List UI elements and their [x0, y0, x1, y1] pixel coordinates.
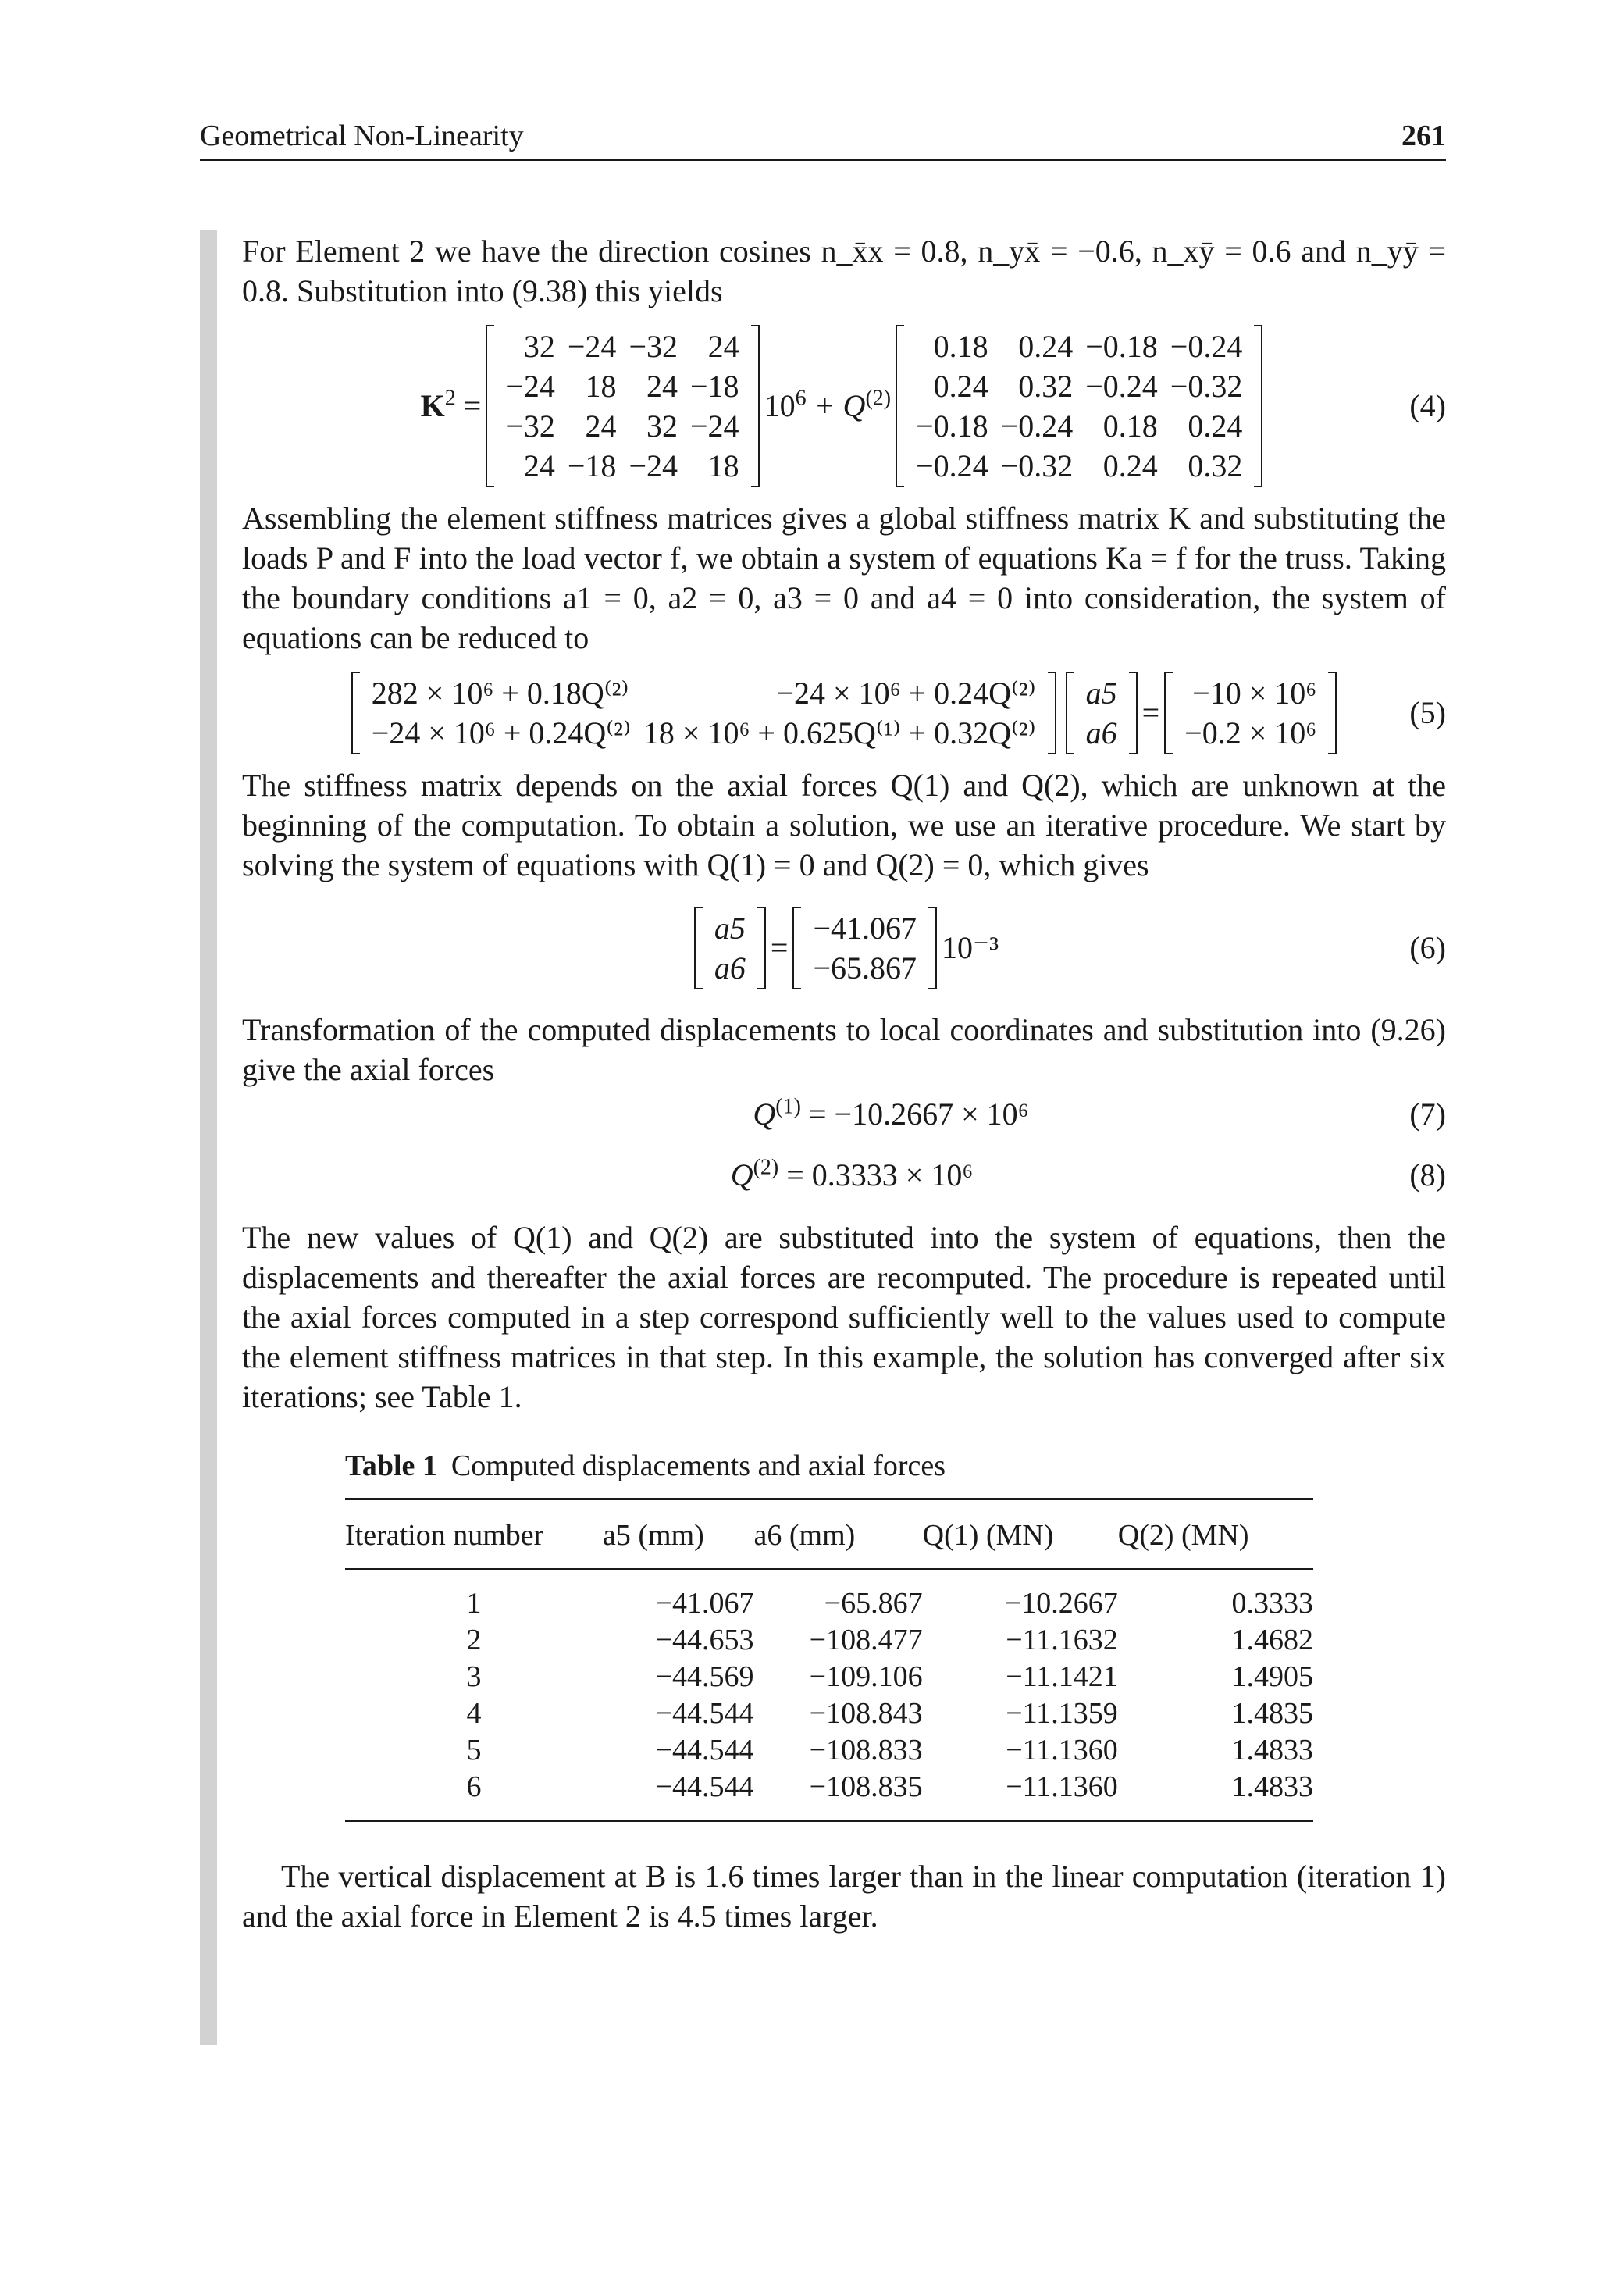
table-cell: −11.1360: [1006, 1734, 1118, 1767]
table-cell: 6: [466, 1770, 482, 1803]
equation-7: $Q^{(1)} = -10.2667 \times 10^6$ (7): [753, 1094, 1446, 1132]
matrix-b-cell: 0.24: [1018, 329, 1074, 364]
matrix-a-cell: −32: [629, 329, 678, 364]
table-row: [345, 1659, 1313, 1695]
unknown-vector: a5 a6: [1066, 672, 1138, 754]
matrix-b-cell: 0.18: [933, 329, 988, 364]
table-cell: −108.835: [809, 1770, 923, 1803]
matrix-a-cell: 18: [707, 448, 739, 483]
matrix-a: [486, 325, 759, 487]
matrix-a-cell: 24: [523, 448, 555, 483]
table-cell: −108.477: [809, 1624, 923, 1656]
column-header: a6 (mm): [754, 1499, 923, 1570]
matrix-b-cell: 0.24: [1102, 448, 1158, 483]
equation-number-5: (5): [1409, 695, 1446, 730]
table-cell: −11.1360: [1006, 1770, 1118, 1803]
table-row: [345, 1569, 1313, 1622]
table-cell: −65.867: [824, 1587, 923, 1620]
table-cell: −41.067: [655, 1587, 754, 1620]
matrix-a-cell: 32: [646, 408, 678, 444]
matrix-a-cell: −24: [506, 369, 555, 404]
matrix-b: [896, 325, 1262, 487]
matrix-a-cell: −32: [506, 408, 555, 444]
equation-number-4: (4): [1409, 388, 1446, 423]
matrix-a-cell: −18: [567, 448, 617, 483]
page-body: [242, 231, 1446, 1936]
table-1: [345, 1446, 1313, 1822]
table-cell: −10.2667: [1004, 1587, 1118, 1620]
matrix-a-cell: 24: [585, 408, 617, 444]
table-row: [345, 1695, 1313, 1732]
table-cell: −11.1632: [1006, 1624, 1118, 1656]
matrix-b-cell: −0.24: [916, 448, 988, 483]
table-cell: 2: [466, 1624, 482, 1656]
paragraph-conclusion: The vertical displacement at B is 1.6 times larger than in the linear computation (iteration 1) and the axial force in Element 2 is 4.5 times larger.: [242, 1859, 1446, 1934]
matrix-b-cell: 0.32: [1018, 369, 1074, 404]
table-row: [345, 1732, 1313, 1769]
table-cell: 3: [466, 1660, 482, 1693]
table-cell: 1: [466, 1587, 482, 1620]
matrix-b-cell: 0.18: [1102, 408, 1158, 444]
running-title: Geometrical Non-Linearity: [200, 119, 524, 152]
matrix-a-cell: −24: [567, 329, 617, 364]
results-table: [345, 1498, 1313, 1822]
table-cell: −108.833: [809, 1734, 923, 1767]
paragraph-transformation: Transformation of the computed displacements to local coordinates and substitution into (9.26) give the axial forces: [242, 1012, 1446, 1087]
table-cell: −44.653: [655, 1624, 754, 1656]
table-caption: Table 1 Computed displacements and axial forces: [345, 1449, 946, 1482]
page-number: 261: [1401, 119, 1446, 152]
matrix-b-cell: −0.24: [1085, 369, 1158, 404]
running-header: [200, 119, 1446, 161]
column-header: a5 (mm): [603, 1499, 754, 1570]
column-header: Q(1) (MN): [923, 1499, 1118, 1570]
matrix-b-cell: −0.24: [1170, 329, 1243, 364]
table-cell: 1.4833: [1231, 1734, 1313, 1767]
table-cell: −44.544: [655, 1770, 754, 1803]
matrix-a-cell: −24: [690, 408, 739, 444]
margin-change-bar: [200, 230, 217, 2045]
equation-6: a5 a6 = −41.067 −65.867 10⁻³ (6): [242, 907, 1446, 989]
table-cell: 1.4833: [1231, 1770, 1313, 1803]
displacement-vector: a5 a6: [694, 907, 766, 989]
eq4-lhs: $K^2$ =: [420, 386, 482, 423]
column-header: Q(2) (MN): [1118, 1499, 1313, 1570]
equation-number-7: (7): [1409, 1096, 1446, 1132]
table-cell: 0.3333: [1231, 1587, 1313, 1620]
table-cell: −11.1421: [1006, 1660, 1118, 1693]
table-cell: 5: [466, 1734, 482, 1767]
equation-number-6: (6): [1409, 930, 1446, 965]
matrix-b-cell: −0.24: [1000, 408, 1074, 444]
equation-8: $Q^{(2)} = 0.3333 \times 10^6$ (8): [730, 1155, 1446, 1193]
table-cell: −109.106: [809, 1660, 923, 1693]
equation-5: 282 × 10⁶ + 0.18Q⁽²⁾ −24 × 10⁶ + 0.24Q⁽²⁾ −24 × 10⁶ + 0.24Q⁽²⁾ 18 × 10⁶ + 0.625Q⁽¹⁾ + 0.32Q⁽²⁾ a5 a6 = −10 × 10⁶ −0.2 × 10⁶ (5): [242, 672, 1446, 754]
matrix-b-cell: −0.32: [1170, 369, 1243, 404]
paragraph-direction-cosines: For Element 2 we have the direction cosines n_x̄x = 0.8, n_yx̄ = −0.6, n_xȳ = 0.6 and n_yȳ = 0.8. Substitution into (9.38) this yields: [242, 234, 1447, 308]
matrix-b-cell: 0.32: [1188, 448, 1243, 483]
table-cell: 4: [466, 1697, 482, 1730]
system-matrix: 282 × 10⁶ + 0.18Q⁽²⁾ −24 × 10⁶ + 0.24Q⁽²⁾ −24 × 10⁶ + 0.24Q⁽²⁾ 18 × 10⁶ + 0.625Q⁽¹⁾ + 0.32Q⁽²⁾: [351, 672, 1056, 754]
matrix-a-cell: −24: [629, 448, 678, 483]
paragraph-iteration: The new values of Q(1) and Q(2) are substituted into the system of equations, then the displacements and thereafter the axial forces are recomputed. The procedure is repeated until the axial forces computed in a step correspond sufficiently well to the values used to compute the element stiffness matrices in that step. In this example, the solution has converged after six iterations; see Table 1.: [242, 1220, 1446, 1414]
result-vector: −41.067 −65.867: [792, 907, 937, 989]
matrix-b-cell: −0.18: [916, 408, 988, 444]
table-cell: −44.569: [655, 1660, 754, 1693]
table-cell: −11.1359: [1006, 1697, 1118, 1730]
matrix-a-cell: 18: [585, 369, 617, 404]
matrix-a-cell: 24: [707, 329, 739, 364]
matrix-a-cell: −18: [690, 369, 739, 404]
table-cell: 1.4905: [1231, 1660, 1313, 1693]
matrix-b-cell: −0.18: [1085, 329, 1158, 364]
table-cell: 1.4682: [1231, 1624, 1313, 1656]
equation-number-8: (8): [1409, 1157, 1446, 1193]
table-cell: −44.544: [655, 1697, 754, 1730]
load-vector: −10 × 10⁶ −0.2 × 10⁶: [1164, 672, 1337, 754]
matrix-a-cell: 32: [523, 329, 555, 364]
matrix-b-cell: −0.32: [1000, 448, 1074, 483]
table-row: [345, 1622, 1313, 1659]
table-cell: −44.544: [655, 1734, 754, 1767]
table-cell: 1.4835: [1231, 1697, 1313, 1730]
table-cell: −108.843: [809, 1697, 923, 1730]
column-header: Iteration number: [345, 1499, 603, 1570]
matrix-b-cell: 0.24: [1188, 408, 1243, 444]
matrix-b-cell: 0.24: [933, 369, 988, 404]
table-row: [345, 1769, 1313, 1821]
equation-4: [242, 325, 1446, 487]
matrix-a-cell: 24: [646, 369, 678, 404]
paragraph-stiffness: The stiffness matrix depends on the axial forces Q(1) and Q(2), which are unknown at the beginning of the computation. To obtain a solution, we use an iterative procedure. We start by solving the system of equations with Q(1) = 0 and Q(2) = 0, which gives: [242, 768, 1446, 882]
paragraph-assembling: Assembling the element stiffness matrices gives a global stiffness matrix K and substituting the loads P and F into the load vector f, we obtain a system of equations Ka = f for the truss. Taking the boundary conditions a1 = 0, a2 = 0, a3 = 0 and a4 = 0 into consideration, the system of equations can be reduced to: [242, 501, 1446, 655]
eq4-factor: $10^6 + Q^{(2)}$: [764, 386, 892, 423]
